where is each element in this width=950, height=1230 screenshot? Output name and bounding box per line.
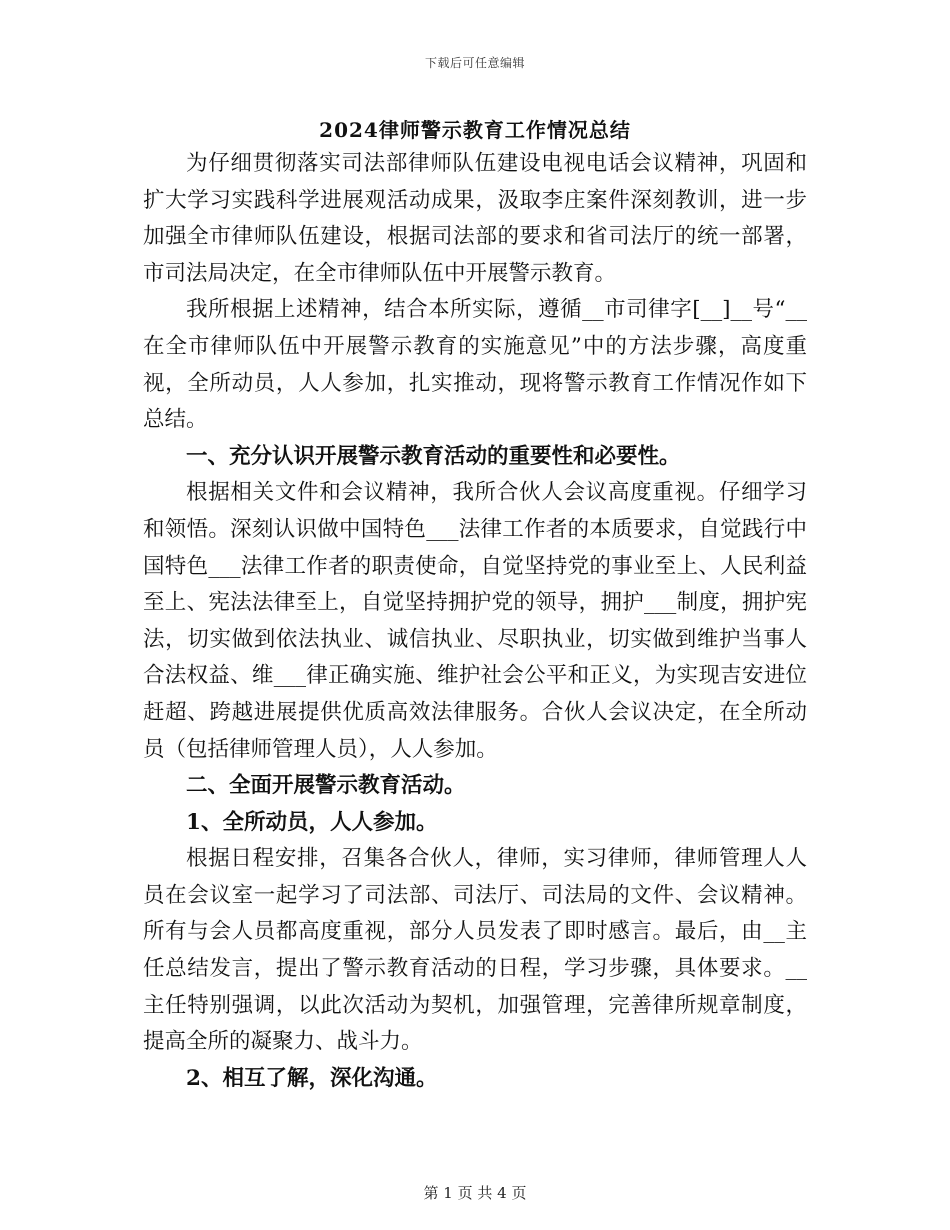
page-number: 第 1 页 共 4 页: [423, 1184, 527, 1202]
paragraph-subsection-1: 根据日程安排，召集各合伙人，律师，实习律师，律师管理人人员在会议室一起学习了司法部、司法厅、司法局的文件、会议精神。所有与会人员都高度重视，部分人员发表了即时感言。最后，由__主任总结发言，提出了警示教育活动的日程，学习步骤，具体要求。__主任特别强调，以此次活动为契机，加强管理，完善律所规章制度，提高全所的凝聚力、战斗力。: [143, 846, 807, 1055]
paragraph-summary: 我所根据上述精神，结合本所实际，遵循__市司律字[__]__号“__在全市律师队伍中开展警示教育的实施意见”中的方法步骤，高度重视，全所动员，人人参加，扎实推动，现将警示教育工作情况作如下总结。: [143, 297, 807, 433]
paragraph-intro: 为仔细贯彻落实司法部律师队伍建设电视电话会议精神，巩固和扩大学习实践科学进展观活动成果，汲取李庄案件深刻教训，进一步加强全市律师队伍建设，根据司法部的要求和省司法厅的统一部署，市司法局决定，在全市律师队伍中开展警示教育。: [143, 151, 807, 286]
subsection-heading-2: 2、相互了解，深化沟通。: [186, 1065, 438, 1091]
section-heading-2: 二、全面开展警示教育活动。: [186, 773, 466, 799]
subsection-heading-1: 1、全所动员，人人参加。: [186, 809, 438, 835]
document-body: [143, 146, 807, 1097]
header-note: 下载后可任意编辑: [424, 56, 525, 70]
document-title: 2024律师警示教育工作情况总结: [319, 118, 631, 142]
section-heading-1: 一、充分认识开展警示教育活动的重要性和必要性。: [186, 443, 681, 469]
paragraph-section-1: 根据相关文件和会议精神，我所合伙人会议高度重视。仔细学习和领悟。深刻认识做中国特色___法律工作者的本质要求，自觉践行中国特色___法律工作者的职责使命，自觉坚持党的事业至上、人民利益至上、宪法法律至上，自觉坚持拥护党的领导，拥护___制度，拥护宪法，切实做到依法执业、诚信执业、尽职执业，切实做到维护当事人合法权益、维___律正确实施、维护社会公平和正义，为实现吉安进位赶超、跨越进展提供优质高效法律服务。合伙人会议决定，在全所动员（包括律师管理人员），人人参加。: [143, 480, 807, 762]
